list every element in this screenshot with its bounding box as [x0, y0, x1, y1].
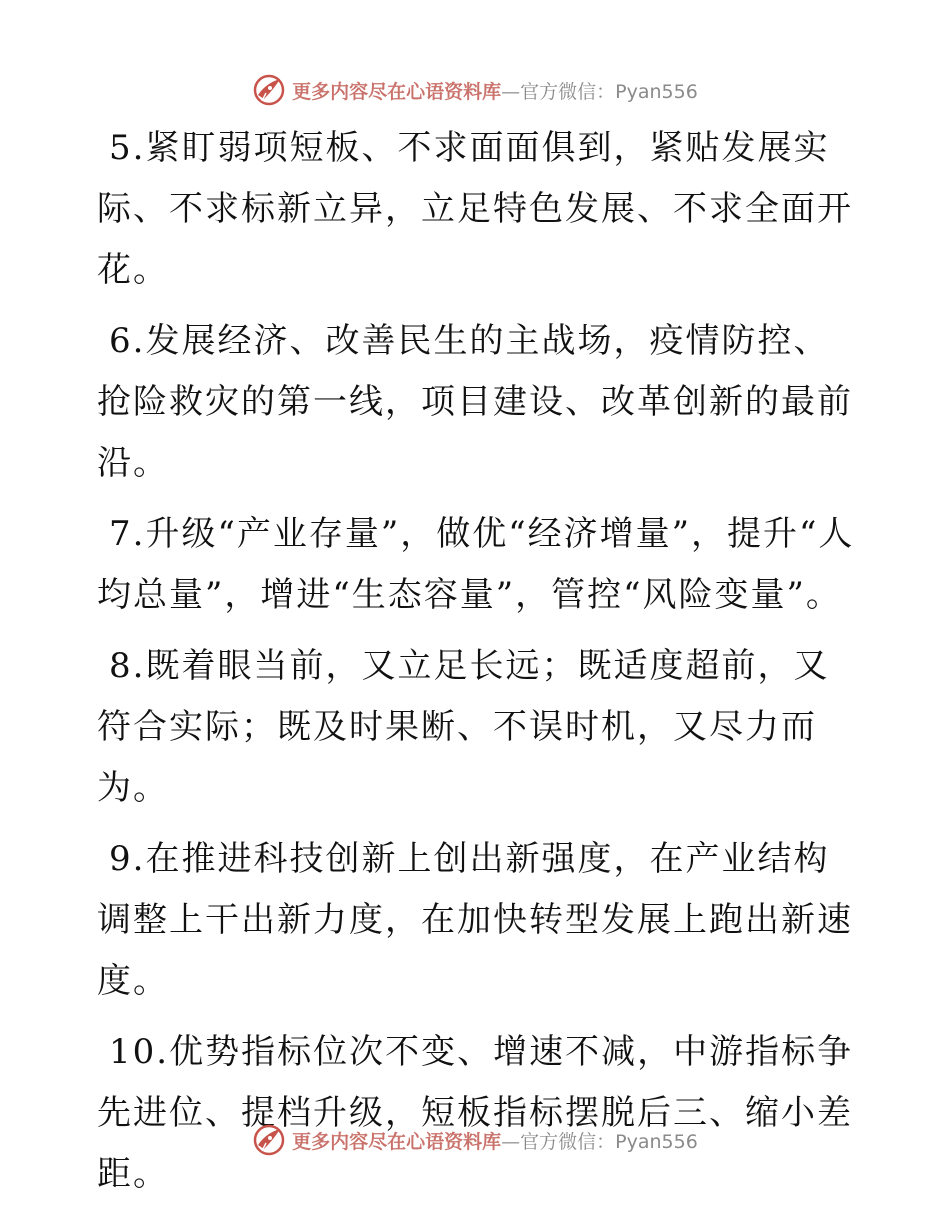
paragraph-8: 8.既着眼当前，又立足长远；既适度超前，又符合实际；既及时果断、不误时机，又尽力而为。 [97, 646, 830, 808]
footer-watermark [0, 1120, 950, 1160]
paragraph-10: 10.优势指标位次不变、增速不减，中游指标争先进位、提档升级，短板指标摆脱后三、缩小差距。 [97, 1032, 854, 1194]
paragraph-9: 9.在推进科技创新上创出新强度，在产业结构调整上干出新力度，在加快转型发展上跑出新速度。 [97, 839, 853, 1001]
header-tail-text: 官方微信：Pyan556 [520, 80, 698, 103]
paragraph-5: 5.紧盯弱项短板、不求面面俱到，紧贴发展实际、不求标新立异，立足特色发展、不求全面开花。 [97, 128, 853, 290]
paragraph-6: 6.发展经济、改善民生的主战场，疫情防控、抢险救灾的第一线，项目建设、改革创新的最前沿。 [97, 321, 853, 483]
footer-watermark-text [292, 1127, 698, 1154]
document-body [97, 118, 857, 1215]
header-watermark-text [292, 77, 698, 104]
header-lead-text: 更多内容尽在心语资料库 [292, 80, 502, 103]
pen-nib-logo-icon [252, 1123, 286, 1157]
footer-lead-text: 更多内容尽在心语资料库 [292, 1130, 502, 1153]
footer-tail-text: 官方微信：Pyan556 [520, 1130, 698, 1153]
pen-nib-logo-icon [252, 73, 286, 107]
footer-separator: — [501, 1130, 521, 1153]
paragraph-7: 7.升级“产业存量”，做优“经济增量”，提升“人均总量”，增进“生态容量”，管控“风险变量”。 [97, 514, 855, 615]
header-watermark [0, 70, 950, 110]
header-separator: — [501, 80, 521, 103]
